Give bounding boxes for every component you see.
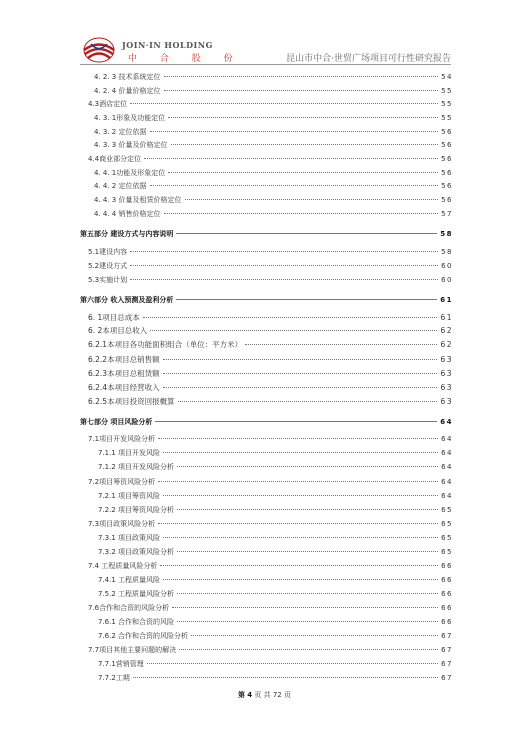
dot-leader bbox=[164, 90, 439, 91]
footer-middle: 页 共 bbox=[254, 691, 271, 699]
company-name-cn: 中 合 股 份 bbox=[128, 54, 243, 64]
dot-leader bbox=[158, 523, 438, 524]
toc-entry bbox=[80, 533, 453, 543]
toc-entry-title: 6. 2本项目总收入 bbox=[88, 326, 148, 335]
toc-entry-page: 61 bbox=[440, 296, 453, 304]
toc-entry bbox=[80, 519, 453, 529]
toc-entry-page: 56 bbox=[441, 155, 453, 163]
toc-entry-title: 7.7.2工期 bbox=[98, 674, 130, 682]
dot-leader bbox=[177, 466, 438, 467]
dot-leader bbox=[163, 373, 438, 374]
toc-entry bbox=[80, 369, 453, 379]
toc-entry-page: 64 bbox=[441, 492, 453, 500]
toc-entry bbox=[80, 72, 453, 82]
dot-leader bbox=[179, 649, 438, 650]
toc-entry-title: 6.2.5本项目投资回报概算 bbox=[88, 397, 175, 406]
toc-entry-title: 7.5.2 工程质量风险分析 bbox=[98, 590, 175, 598]
toc-entry-title: 7.3.1 项目政策风险 bbox=[98, 534, 161, 542]
toc-entry-title: 7.1.1 项目开发风险 bbox=[98, 449, 161, 457]
toc-entry bbox=[80, 561, 453, 571]
toc-entry-title: 7.6.1 合作和合资的风险 bbox=[98, 618, 175, 626]
toc-entry bbox=[80, 383, 453, 393]
toc-entry-title: 7.7项目其他主要问题的解决 bbox=[88, 646, 177, 654]
toc-entry-title: 7.2项目筹资风险分析 bbox=[88, 478, 156, 486]
toc-entry-page: 58 bbox=[441, 248, 453, 256]
dot-leader bbox=[144, 158, 438, 159]
toc-entry bbox=[80, 86, 453, 96]
dot-leader bbox=[160, 565, 438, 566]
dot-leader bbox=[163, 359, 438, 360]
toc-entry-title: 7.1.2 项目开发风险分析 bbox=[98, 463, 175, 471]
toc-entry-page: 63 bbox=[440, 397, 453, 406]
dot-leader bbox=[163, 537, 438, 538]
toc-entry-title: 5.3实施计划 bbox=[88, 276, 128, 284]
dot-leader bbox=[163, 387, 438, 388]
toc-entry-page: 60 bbox=[441, 276, 453, 284]
dot-leader bbox=[163, 495, 438, 496]
toc-entry bbox=[80, 247, 453, 257]
toc-entry-page: 55 bbox=[441, 87, 453, 95]
toc-entry-page: 56 bbox=[441, 182, 453, 190]
dot-leader bbox=[158, 438, 438, 439]
toc-entry-page: 65 bbox=[441, 534, 453, 542]
toc-entry-title: 5.2建设方式 bbox=[88, 262, 128, 270]
toc-entry-page: 64 bbox=[441, 449, 453, 457]
toc-entry bbox=[80, 355, 453, 365]
toc-entry bbox=[80, 140, 453, 150]
toc-entry bbox=[80, 261, 453, 271]
toc-entry bbox=[80, 575, 453, 585]
toc-entry bbox=[80, 547, 453, 557]
dot-leader bbox=[130, 103, 438, 104]
toc-entry-title: 第七部分 项目风险分析 bbox=[80, 418, 153, 426]
toc-entry bbox=[80, 673, 453, 683]
toc-entry-title: 4.4商业部分定位 bbox=[88, 155, 142, 163]
toc-entry-title: 4. 3. 2 定位依据 bbox=[94, 128, 147, 136]
toc-entry bbox=[80, 505, 453, 515]
footer-total-pages: 72 bbox=[272, 691, 282, 699]
toc-entry bbox=[80, 99, 453, 109]
toc-entry bbox=[80, 448, 453, 458]
toc-entry-page: 56 bbox=[441, 169, 453, 177]
toc-entry-page: 67 bbox=[441, 674, 453, 682]
toc-entry-page: 64 bbox=[440, 418, 453, 426]
dot-leader bbox=[133, 677, 438, 678]
toc-entry-page: 65 bbox=[441, 520, 453, 528]
toc-entry-page: 66 bbox=[441, 618, 453, 626]
dot-leader bbox=[130, 265, 438, 266]
toc-entry-title: 7.2.2 项目筹资风险分析 bbox=[98, 506, 175, 514]
dot-leader bbox=[143, 317, 438, 318]
toc-entry bbox=[80, 477, 453, 487]
dot-leader bbox=[168, 172, 438, 173]
toc-section-entry bbox=[80, 417, 453, 427]
toc-entry bbox=[80, 195, 453, 205]
toc-entry-page: 62 bbox=[440, 340, 453, 349]
dot-leader bbox=[178, 401, 438, 402]
toc-entry-title: 7.6.2 合作和合资的风险分析 bbox=[98, 632, 189, 640]
dot-leader bbox=[245, 344, 437, 345]
footer-page-number: 4 bbox=[247, 691, 253, 699]
toc-entry bbox=[80, 397, 453, 407]
toc-entry-page: 63 bbox=[440, 355, 453, 364]
toc-entry bbox=[80, 154, 453, 164]
dot-leader bbox=[177, 621, 438, 622]
toc-entry bbox=[80, 434, 453, 444]
toc-entry-title: 7.6合作和合资的风险分析 bbox=[88, 604, 170, 612]
toc-entry-title: 4. 2. 4 价量价格定位 bbox=[94, 87, 161, 95]
toc-entry-title: 7.4.1 工程质量风险 bbox=[98, 576, 161, 584]
toc-entry-title: 7.1项目开发风险分析 bbox=[88, 435, 156, 443]
dot-leader bbox=[130, 279, 438, 280]
company-logo-icon bbox=[82, 35, 116, 65]
toc-entry-page: 56 bbox=[441, 141, 453, 149]
toc-entry-page: 56 bbox=[441, 128, 453, 136]
toc-entry-page: 66 bbox=[441, 590, 453, 598]
toc-entry-page: 60 bbox=[441, 262, 453, 270]
dot-leader bbox=[150, 330, 437, 331]
toc-entry-page: 67 bbox=[441, 632, 453, 640]
dot-leader bbox=[176, 233, 437, 234]
toc-entry-title: 5.1建设内容 bbox=[88, 248, 128, 256]
toc-entry bbox=[80, 168, 453, 178]
toc-entry-title: 第六部分 收入预测及盈利分析 bbox=[80, 296, 174, 304]
toc-entry-page: 64 bbox=[441, 435, 453, 443]
footer-suffix: 页 bbox=[283, 691, 291, 699]
toc-entry-page: 62 bbox=[440, 326, 453, 335]
toc-entry-title: 6.2.4本项目经营收入 bbox=[88, 383, 160, 392]
toc-entry-page: 66 bbox=[441, 562, 453, 570]
toc-entry-page: 55 bbox=[441, 100, 453, 108]
dot-leader bbox=[163, 452, 438, 453]
toc-entry-title: 7.7.1营销管理 bbox=[98, 660, 144, 668]
dot-leader bbox=[164, 76, 439, 77]
toc-entry bbox=[80, 617, 453, 627]
dot-leader bbox=[185, 199, 439, 200]
toc-entry-page: 64 bbox=[441, 478, 453, 486]
header-divider bbox=[80, 64, 451, 65]
toc-entry-title: 4. 4. 4 销售价格定位 bbox=[94, 210, 161, 218]
dot-leader bbox=[164, 213, 439, 214]
toc-entry bbox=[80, 181, 453, 191]
dot-leader bbox=[147, 663, 438, 664]
toc-entry-page: 65 bbox=[441, 548, 453, 556]
toc-entry-page: 64 bbox=[441, 463, 453, 471]
toc-entry-page: 67 bbox=[441, 660, 453, 668]
toc-entry-title: 第五部分 建设方式与内容说明 bbox=[80, 230, 174, 238]
toc-entry-page: 57 bbox=[441, 210, 453, 218]
toc-entry-title: 4. 3. 3 价量及价格定位 bbox=[94, 141, 168, 149]
toc-entry bbox=[80, 275, 453, 285]
toc-section-entry bbox=[80, 229, 453, 239]
dot-leader bbox=[163, 579, 438, 580]
dot-leader bbox=[158, 481, 438, 482]
dot-leader bbox=[177, 551, 438, 552]
dot-leader bbox=[168, 117, 438, 118]
toc-entry-title: 4. 4. 2 定位依据 bbox=[94, 182, 147, 190]
toc-entry-page: 56 bbox=[441, 196, 453, 204]
dot-leader bbox=[177, 509, 438, 510]
toc-entry-title: 4. 2. 3 技术系统定位 bbox=[94, 73, 161, 81]
toc-entry-page: 66 bbox=[441, 576, 453, 584]
dot-leader bbox=[171, 144, 439, 145]
dot-leader bbox=[177, 593, 438, 594]
toc-entry-title: 6.2.2本项目总销售额 bbox=[88, 355, 160, 364]
toc-entry bbox=[80, 127, 453, 137]
dot-leader bbox=[150, 131, 439, 132]
dot-leader bbox=[176, 299, 437, 300]
toc-entry-page: 63 bbox=[440, 369, 453, 378]
toc-entry bbox=[80, 209, 453, 219]
toc-entry-title: 7.3.2 项目政策风险分析 bbox=[98, 548, 175, 556]
toc-entry-page: 67 bbox=[441, 646, 453, 654]
toc-entry bbox=[80, 113, 453, 123]
toc-entry-page: 66 bbox=[441, 604, 453, 612]
toc-entry bbox=[80, 589, 453, 599]
toc-entry-title: 4.3酒店定位 bbox=[88, 100, 128, 108]
dot-leader bbox=[155, 421, 437, 422]
dot-leader bbox=[150, 185, 439, 186]
toc-entry bbox=[80, 645, 453, 655]
toc-entry bbox=[80, 340, 453, 350]
toc-entry-page: 61 bbox=[440, 313, 453, 322]
toc-entry bbox=[80, 326, 453, 336]
toc-section-entry bbox=[80, 295, 453, 305]
toc-entry-page: 54 bbox=[441, 73, 453, 81]
toc-entry bbox=[80, 631, 453, 641]
footer-prefix: 第 bbox=[238, 691, 246, 699]
page-header bbox=[0, 0, 529, 70]
toc-entry-page: 55 bbox=[441, 114, 453, 122]
toc-entry bbox=[80, 462, 453, 472]
toc-entry-title: 7.2.1 项目筹资风险 bbox=[98, 492, 161, 500]
toc-entry-title: 6.2.3本项目总租赁额 bbox=[88, 369, 160, 378]
toc-entry-page: 58 bbox=[440, 230, 453, 238]
report-title: 昆山市中合·世贸广场项目可行性研究报告 bbox=[286, 54, 451, 64]
toc-entry bbox=[80, 659, 453, 669]
company-name-en: JOIN·IN HOLDING bbox=[122, 40, 213, 50]
toc-entry-page: 65 bbox=[441, 506, 453, 514]
toc-entry bbox=[80, 313, 453, 323]
toc-entry bbox=[80, 603, 453, 613]
toc-entry-page: 63 bbox=[440, 383, 453, 392]
toc-entry-title: 6.2.1本项目各功能面积组合（单位：平方米） bbox=[88, 340, 243, 349]
page-footer bbox=[0, 690, 529, 700]
toc-entry-title: 4. 3. 1形象及功能定位 bbox=[94, 114, 166, 122]
dot-leader bbox=[172, 607, 438, 608]
toc-entry-title: 7.3项目政策风险分析 bbox=[88, 520, 156, 528]
toc-entry-title: 7.4 工程质量风险分析 bbox=[88, 562, 158, 570]
toc-entry-title: 6. 1项目总成本 bbox=[88, 313, 140, 322]
toc-entry-title: 4. 4. 1功能及形象定位 bbox=[94, 169, 166, 177]
toc-entry bbox=[80, 491, 453, 501]
dot-leader bbox=[191, 635, 438, 636]
toc-entry-title: 4. 4. 3 价量及租赁价格定位 bbox=[94, 196, 182, 204]
dot-leader bbox=[130, 251, 438, 252]
